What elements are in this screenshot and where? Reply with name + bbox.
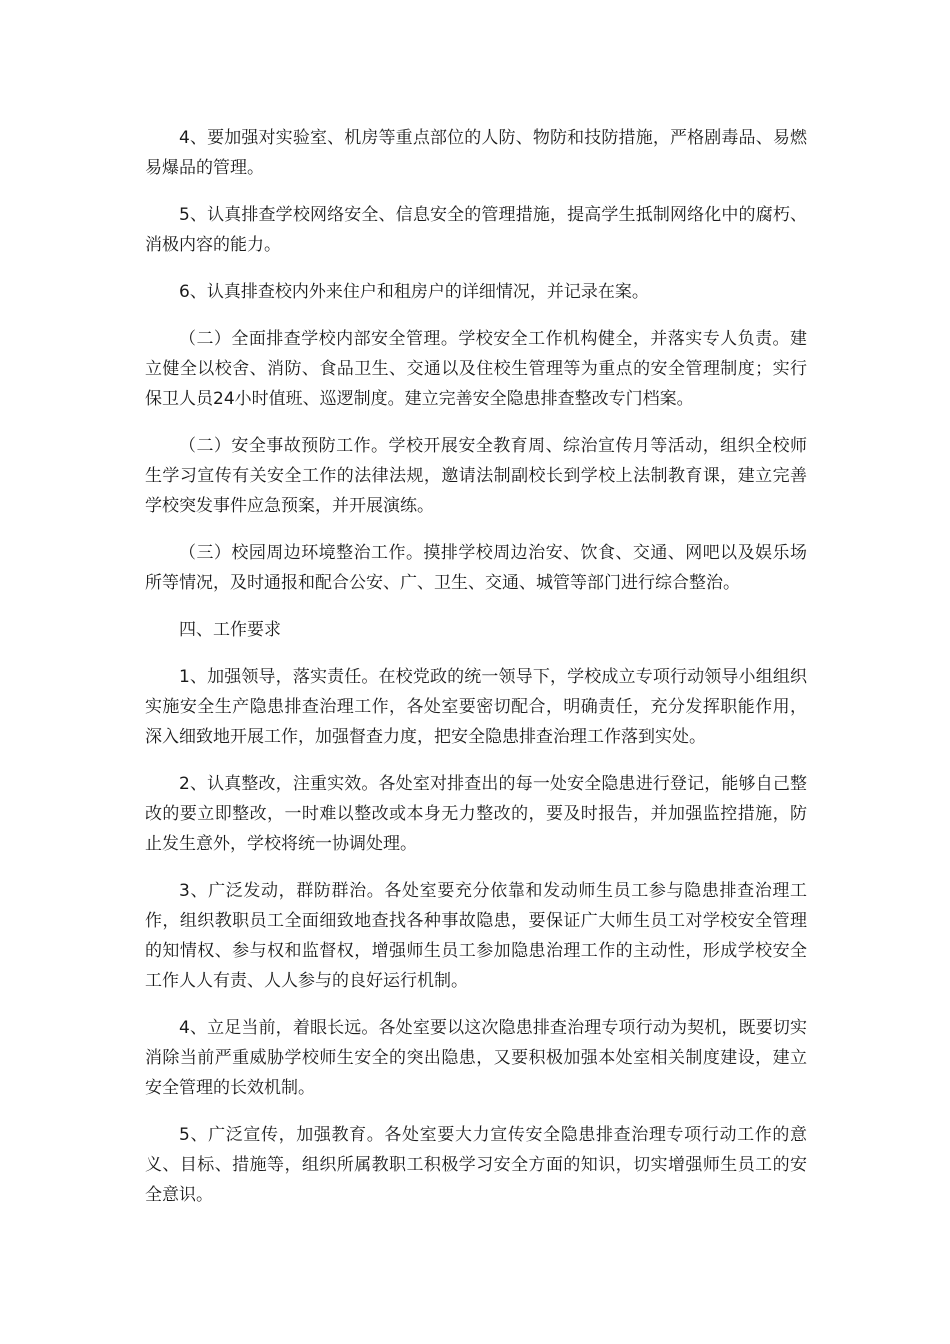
paragraph-requirement-1: 1、加强领导，落实责任。在校党政的统一领导下，学校成立专项行动领导小组组织实施安全生产隐患排查治理工作，各处室要密切配合，明确责任，充分发挥职能作用，深入细致地开展工作，加强督查力度，把安全隐患排查治理工作落到实处。 (145, 667, 807, 747)
paragraph-requirement-5: 5、广泛宣传，加强教育。各处室要大力宣传安全隐患排查治理专项行动工作的意义、目标、措施等，组织所属教职工积极学习安全方面的知识，切实增强师生员工的安全意识。 (145, 1125, 807, 1205)
paragraph-item-6-residents: 6、认真排查校内外来住户和租房户的详细情况，并记录在案。 (179, 282, 649, 302)
paragraph-internal-management: （二）全面排查学校内部安全管理。学校安全工作机构健全，并落实专人负责。建立健全以校舍、消防、食品卫生、交通以及住校生管理等为重点的安全管理制度；实行保卫人员24小时值班、巡逻制度。建立完善安全隐患排查整改专门档案。 (145, 329, 807, 409)
section-heading-work-requirements: 四、工作要求 (179, 620, 281, 640)
paragraph-requirement-4: 4、立足当前，着眼长远。各处室要以这次隐患排查治理专项行动为契机，既要切实消除当前严重威胁学校师生安全的突出隐患，又要积极加强本处室相关制度建设，建立安全管理的长效机制。 (145, 1018, 807, 1098)
document-body (145, 123, 807, 1227)
paragraph-item-4-lab-safety: 4、要加强对实验室、机房等重点部位的人防、物防和技防措施，严格剧毒品、易燃易爆品的管理。 (145, 128, 807, 178)
paragraph-requirement-2: 2、认真整改，注重实效。各处室对排查出的每一处安全隐患进行登记，能够自己整改的要立即整改，一时难以整改或本身无力整改的，要及时报告，并加强监控措施，防止发生意外，学校将统一协调处理。 (145, 774, 807, 854)
paragraph-campus-surroundings: （三）校园周边环境整治工作。摸排学校周边治安、饮食、交通、网吧以及娱乐场所等情况，及时通报和配合公安、广、卫生、交通、城管等部门进行综合整治。 (145, 543, 807, 593)
paragraph-item-5-network-safety: 5、认真排查学校网络安全、信息安全的管理措施，提高学生抵制网络化中的腐朽、消极内容的能力。 (145, 205, 807, 255)
paragraph-accident-prevention: （二）安全事故预防工作。学校开展安全教育周、综治宣传月等活动，组织全校师生学习宣传有关安全工作的法律法规，邀请法制副校长到学校上法制教育课，建立完善学校突发事件应急预案，并开展演练。 (145, 436, 807, 516)
paragraph-requirement-3: 3、广泛发动，群防群治。各处室要充分依靠和发动师生员工参与隐患排查治理工作，组织教职员工全面细致地查找各种事故隐患，要保证广大师生员工对学校安全管理的知情权、参与权和监督权，增强师生员工参加隐患治理工作的主动性，形成学校安全工作人人有责、人人参与的良好运行机制。 (145, 881, 807, 991)
